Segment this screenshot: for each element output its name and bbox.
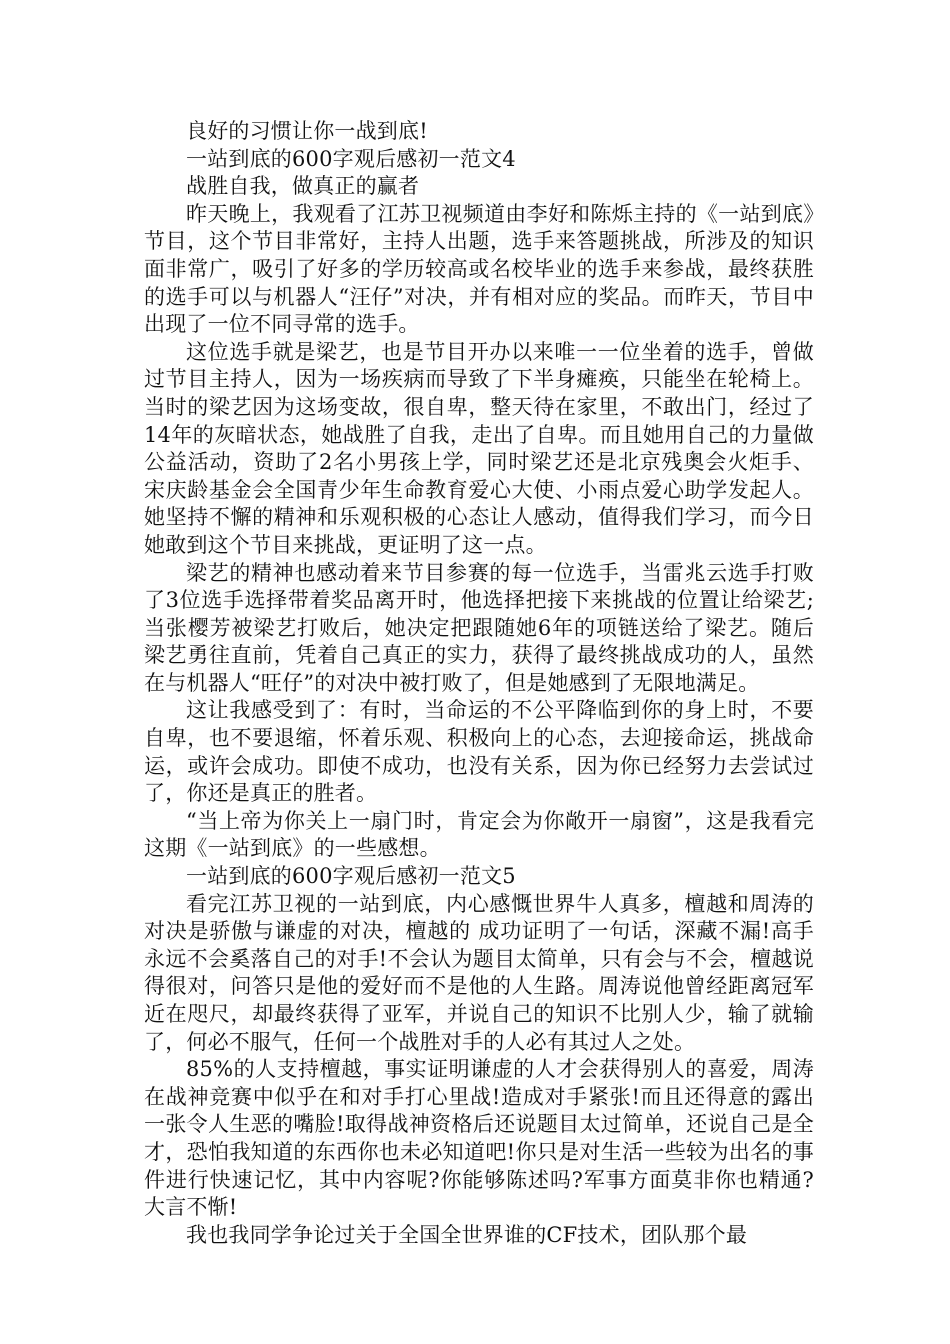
- document-body: [144, 118, 814, 1249]
- paragraph: 梁艺的精神也感动着来节目参赛的每一位选手，当雷兆云选手打败了3位选手选择带着奖品离开时，他选择把接下来挑战的位置让给梁艺;当张樱芳被梁艺打败后，她决定把跟随她6年的项链送给了梁艺。随后梁艺勇往直前，凭着自己真正的实力，获得了最终挑战成功的人，虽然在与机器人“旺仔”的对决中被打败了，但是她感到了无限地满足。: [144, 560, 814, 695]
- paragraph-closing-line: 良好的习惯让你一战到底!: [186, 119, 428, 143]
- paragraph: 我也我同学争论过关于全国全世界谁的CF技术，团队那个最: [186, 1222, 748, 1247]
- paragraph-quote: “当上帝为你关上一扇门时，肯定会为你敞开一扇窗”，这是我看完这期《一站到底》的一些感想。: [144, 808, 814, 861]
- paragraph: 看完江苏卫视的一站到底，内心感慨世界牛人真多，檀越和周涛的对决是骄傲与谦虚的对决，檀越的 成功证明了一句话，深藏不漏!高手永远不会奚落自己的对手!不会认为题目太简单，只有会与不会，檀越说得很对，问答只是他的爱好而不是他的人生路。周涛说他曾经距离冠军近在咫尺，却最终获得了亚军，并说自己的知识不比别人少，输了就输了，何必不服气，任何一个战胜对手的人必有其过人之处。: [144, 891, 814, 1054]
- paragraph: 昨天晚上，我观看了江苏卫视频道由李好和陈烁主持的《一站到底》节目，这个节目非常好，主持人出题，选手来答题挑战，所涉及的知识面非常广，吸引了好多的学历较高或名校毕业的选手来参战，最终获胜的选手可以与机器人“汪仔”对决，并有相对应的奖品。而昨天，节目中出现了一位不同寻常的选手。: [144, 201, 814, 337]
- essay-title: 战胜自我，做真正的赢者: [186, 174, 420, 199]
- section-heading-5: 一站到底的600字观后感初一范文5: [186, 864, 516, 889]
- paragraph: 这让我感受到了：有时，当命运的不公平降临到你的身上时，不要自卑，也不要退缩，怀着乐观、积极向上的心态，去迎接命运，挑战命运，或许会成功。即使不成功，也没有关系，因为你已经努力去尝试过了，你还是真正的胜者。: [144, 698, 814, 806]
- paragraph: 85%的人支持檀越，事实证明谦虚的人才会获得别人的喜爱，周涛在战神竞赛中似乎在和对手打心里战!造成对手紧张!而且还得意的露出一张令人生恶的嘴脸!取得战神资格后还说题目太过简单，还说自己是全才，恐怕我知道的东西你也未必知道吧!你只是对生活一些较为出名的事件进行快速记忆，其中内容呢?你能够陈述吗?军事方面莫非你也精通?大言不惭!: [144, 1057, 814, 1220]
- paragraph: 这位选手就是梁艺，也是节目开办以来唯一一位坐着的选手，曾做过节目主持人，因为一场疾病而导致了下半身瘫痪，只能坐在轮椅上。当时的梁艺因为这场变故，很自卑，整天待在家里，不敢出门，经过了14年的灰暗状态，她战胜了自我，走出了自卑。而且她用自己的力量做公益活动，资助了2名小男孩上学，同时梁艺还是北京残奥会火炬手、宋庆龄基金会全国青少年生命教育爱心大使、小雨点爱心助学发起人。她坚持不懈的精神和乐观积极的心态让人感动，值得我们学习，而今日她敢到这个节目来挑战，更证明了这一点。: [144, 339, 814, 557]
- section-heading-4: 一站到底的600字观后感初一范文4: [186, 146, 516, 171]
